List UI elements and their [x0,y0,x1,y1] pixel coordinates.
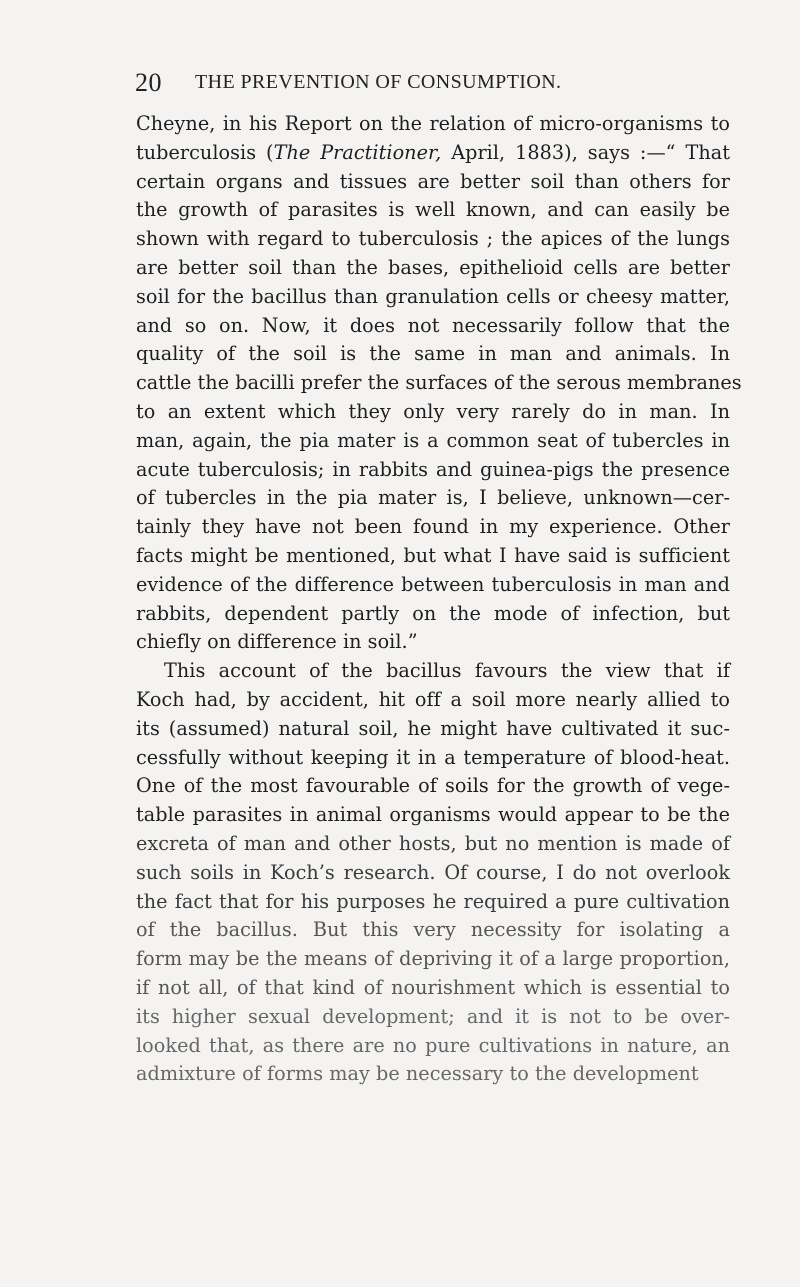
text-line: chiefly on difference in soil.” [136,630,418,654]
text-line: cattle the bacilli prefer the surfaces of the serous membranes [136,371,742,395]
text-line: tainly they have not been found in my experience. Other [136,515,730,539]
text-line: if not all, of that kind of nourishment which is essential to [136,975,730,999]
text-line: rabbits, dependent partly on the mode of infection, but [136,601,730,625]
text-line: and so on. Now, it does not necessarily follow that the [136,313,730,337]
text-line: are better soil than the bases, epithelioid cells are better [136,255,730,279]
text-line: the growth of parasites is well known, and can easily be [136,198,730,222]
text-line: tuberculosis (The Practitioner, April, 1883), says :—“ That [136,140,730,164]
text-line: soil for the bacillus than granulation cells or cheesy matter, [136,284,730,308]
text-line: form may be the means of depriving it of a large proportion, [136,947,730,971]
text-line: Cheyne, in his Report on the relation of micro-organisms to [136,112,730,135]
page-number: 20 [135,68,162,97]
body-text [136,110,742,1089]
text-line: acute tuberculosis; in rabbits and guinea-pigs the presence [136,457,730,481]
text-line: excreta of man and other hosts, but no mention is made of [136,831,730,855]
text-line: of the bacillus. But this very necessity for isolating a [136,918,730,942]
text-line: to an extent which they only very rarely do in man. In [136,399,730,423]
text-line: table parasites in animal organisms would appear to be the [136,803,730,827]
running-head [135,68,725,98]
text-line: This account of the bacillus favours the view that if [164,659,730,683]
text-line: admixture of forms may be necessary to the development [136,1062,699,1086]
text-line: such soils in Koch’s research. Of course, I do not overlook [136,860,730,884]
text-line: shown with regard to tuberculosis ; the apices of the lungs [136,227,730,251]
text-line: Koch had, by accident, hit off a soil more nearly allied to [136,687,730,711]
text-line: its higher sexual development; and it is not to be over- [136,1004,730,1028]
text-line: looked that, as there are no pure cultivations in nature, an [136,1033,730,1057]
text-line: man, again, the pia mater is a common seat of tubercles in [136,428,730,452]
text-line: its (assumed) natural soil, he might have cultivated it suc- [136,716,730,740]
text-line: evidence of the difference between tuberculosis in man and [136,572,730,596]
text-line: cessfully without keeping it in a temperature of blood-heat. [136,745,730,769]
page-title: THE PREVENTION OF CONSUMPTION. [195,71,562,93]
text-line: quality of the soil is the same in man and animals. In [136,342,730,366]
text-line: facts might be mentioned, but what I have said is sufficient [136,543,730,567]
text-line: the fact that for his purposes he required a pure cultivation [136,889,730,913]
text-line: of tubercles in the pia mater is, I believe, unknown—cer- [136,486,730,510]
text-line: certain organs and tissues are better soil than others for [136,169,730,193]
journal-title: The Practitioner, [273,140,442,164]
text-line: One of the most favourable of soils for the growth of vege- [136,774,730,798]
